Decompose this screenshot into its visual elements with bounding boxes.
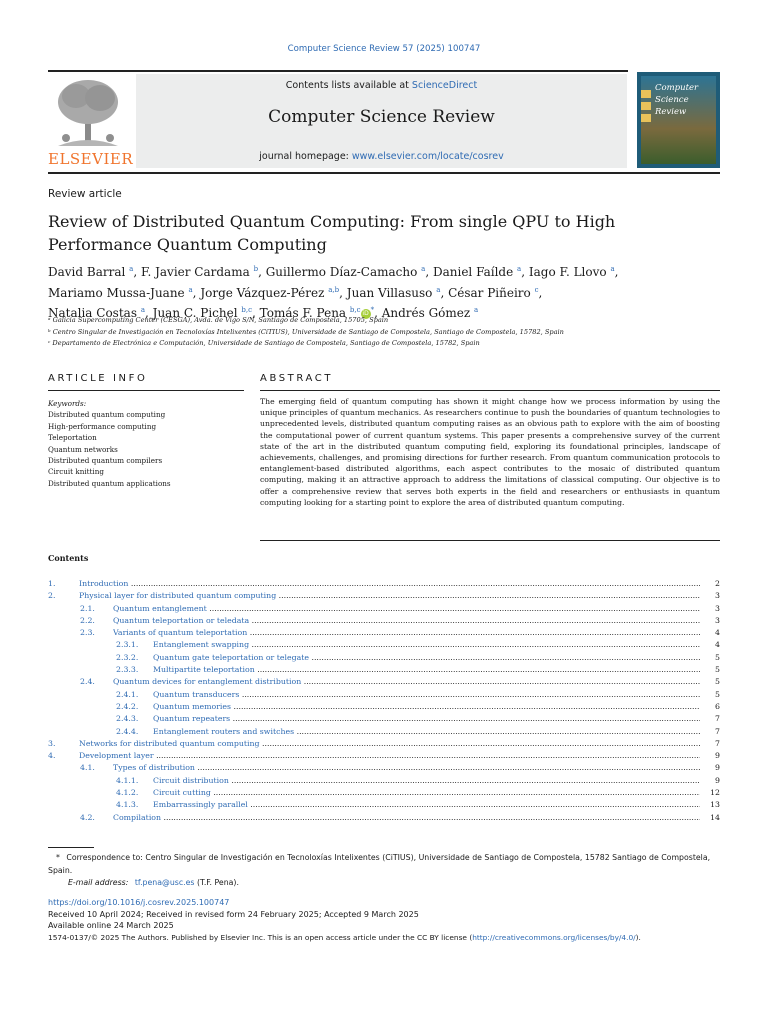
author-name[interactable]: Natalia Costas [48,306,137,320]
author-name[interactable]: Daniel Faílde [432,265,514,279]
correspondence-line [48,852,720,877]
toc-entry-page: 9 [715,763,720,773]
abstract-rule [260,390,720,391]
author-name[interactable]: Andrés Gómez [381,306,471,320]
history-dates: Received 10 April 2024; Received in revised form 24 February 2025; Accepted 9 March 2025 [48,909,419,919]
corresponding-author-mark[interactable]: * [370,306,375,314]
toc-entry-number: 4.1.2. [116,788,139,798]
toc-entry[interactable] [48,652,720,664]
toc-entry[interactable] [48,689,720,701]
cover-title [655,82,698,118]
toc-entry[interactable] [48,713,720,725]
toc-entry[interactable] [48,738,720,750]
keyword: Distributed quantum compilers [48,456,163,466]
toc-entry-page: 3 [715,603,720,613]
toc-entry-title[interactable]: Quantum transducers ..... [153,689,700,701]
toc-entry[interactable] [48,664,720,676]
elsevier-logo[interactable] [48,76,134,168]
toc-entry[interactable] [48,726,720,738]
author-name[interactable]: Juan Villasuso [346,285,433,300]
toc-entry-page: 5 [715,665,720,675]
email-label: E-mail address: [68,878,129,887]
toc-entry-page: 7 [715,726,720,736]
toc-entry-title[interactable]: Networks for distributed quantum computing ..... [79,738,700,750]
toc-entry[interactable] [48,590,720,602]
toc-entry-page: 3 [715,615,720,625]
journal-title: Computer Science Review [268,107,495,127]
article-info-rule [48,390,244,391]
toc-entry-number: 2.4.3. [116,714,139,724]
affiliations [48,315,728,350]
homepage-link[interactable]: www.elsevier.com/locate/cosrev [351,151,504,162]
keyword: Distributed quantum computing [48,410,166,420]
toc-entry-title[interactable]: Circuit distribution ..... [153,775,700,787]
cover-strip [641,114,651,122]
toc-entry-title[interactable]: Quantum repeaters ..... [153,713,700,725]
affiliation-mark[interactable]: b,c [349,306,361,314]
keyword: Teleportation [48,433,97,443]
author-name[interactable]: Mariamo Mussa-Juane [48,285,185,300]
toc-entry[interactable] [48,787,720,799]
toc-entry-title[interactable]: Entanglement swapping ..... [153,639,700,651]
toc-entry[interactable] [48,701,720,713]
toc-entry-number: 2.3.2. [116,652,139,662]
affiliation-mark[interactable]: a [421,265,426,273]
keyword: Circuit knitting [48,467,104,477]
license-prefix: 1574-0137/© 2025 The Authors. Published by Elsevier Inc. This is an open access article under the CC BY license ( [48,932,473,942]
toc-entry-page: 5 [715,677,720,687]
author-list: David Barral $^a$, F. Javier Cardama $^b$, Guillermo Díaz-Camacho $^a$, Daniel Faílde $^a$, Iago F. Llovo $^a$, Mariamo Mussa-Juane $^a$, Jorge Vázquez-Pérez $^{a,b}$, Juan Villasuso $^a$, César Piñeiro $^c$, Natalia Costas $^a$, Juan C. Pichel $^{b,c}$, Tomás F. Pena $^{b,c}$ iD *, Andrés Gómez $^a$ [48,265,619,320]
affiliation-line: ᶜ Departamento de Electrónica e Computación, Universidade de Santiago de Compostela, Santiago de Compostela, 15782, Spain [48,339,480,347]
toc-entry[interactable] [48,676,720,688]
author-name[interactable]: Tomás F. Pena [259,306,347,320]
toc-entry-number: 2. [48,591,56,601]
affiliation-mark[interactable]: a [188,285,193,294]
toc-entry-page: 4 [715,640,720,650]
toc-entry-number: 2.3. [80,628,95,638]
toc-entry-page: 9 [715,751,720,761]
author-name[interactable]: Guillermo Díaz-Camacho [265,265,418,279]
toc-entry[interactable] [48,775,720,787]
journal-homepage-line [136,151,627,162]
table-of-contents [48,578,720,824]
toc-entry-number: 2.4.1. [116,689,139,699]
toc-entry-page: 9 [715,775,720,785]
toc-entry-title[interactable]: Physical layer for distributed quantum computing ..... [79,590,700,602]
toc-entry-page: 13 [710,800,720,810]
affiliation-mark[interactable]: a [474,306,479,314]
contents-prefix: Contents lists available at [285,80,412,91]
toc-entry-page: 6 [715,701,720,711]
toc-entry-title[interactable]: Quantum entanglement ..... [113,603,700,615]
abstract-bottom-rule [260,540,720,541]
toc-entry-title[interactable]: Entanglement routers and switches ..... [153,726,700,738]
toc-entry-number: 2.3.1. [116,640,139,650]
author-name[interactable]: Iago F. Llovo [528,265,607,279]
affiliation-mark[interactable]: b,c [241,306,253,314]
toc-entry[interactable] [48,603,720,615]
publication-info [48,897,738,943]
affiliation-mark[interactable]: a [140,306,145,314]
toc-entry-title[interactable]: Multipartite teleportation ..... [153,664,700,676]
orcid-icon[interactable]: iD [362,309,369,317]
affiliation-mark[interactable]: a [436,285,441,294]
toc-entry-page: 4 [715,628,720,638]
toc-entry[interactable] [48,627,720,639]
toc-entry-number: 2.1. [80,603,95,613]
email-link[interactable]: tf.pena@usc.es [134,878,195,887]
affiliation-mark[interactable]: c [534,285,539,294]
toc-entry-number: 2.2. [80,615,95,625]
license-line [48,932,738,944]
toc-entry-page: 14 [710,812,720,822]
toc-entry-page: 3 [715,591,720,601]
author-name[interactable]: César Piñeiro [448,285,531,300]
elsevier-wordmark: ELSEVIER [48,150,134,168]
author-name[interactable]: Juan C. Pichel [152,306,238,320]
toc-entry-number: 3. [48,738,56,748]
toc-entry-title[interactable]: Quantum memories ..... [153,701,700,713]
email-suffix: (T.F. Pena). [196,878,239,887]
header-bottom-rule [48,172,720,174]
available-online: Available online 24 March 2025 [48,921,174,930]
affiliation-mark[interactable]: a [517,265,522,273]
doi-link[interactable]: https://doi.org/10.1016/j.cosrev.2025.100747 [48,898,230,907]
toc-entry[interactable] [48,750,720,762]
toc-entry-title[interactable]: Quantum devices for entanglement distribution ..... [113,676,700,688]
toc-entry-page: 5 [715,689,720,699]
abstract-heading: ABSTRACT [260,373,334,384]
toc-entry[interactable] [48,799,720,811]
toc-entry-page: 5 [715,652,720,662]
toc-entry-title[interactable]: Introduction ..... [79,578,700,590]
toc-entry-number: 4.2. [80,812,95,822]
contents-available-line [136,80,627,91]
toc-entry-title[interactable]: Variants of quantum teleportation ..... [113,627,700,639]
toc-entry-page: 2 [715,579,720,588]
keywords-label: Keywords: [48,399,87,408]
cover-strip [641,90,651,98]
toc-entry-page: 7 [715,738,720,748]
affiliation-line: ᵃ Galicia Supercomputing Center (CESGA), Avda. de Vigo S/N, Santiago de Compostela, 15705, Spain [48,316,389,324]
affiliation-line: ᵇ Centro Singular de Investigación en Tecnoloxías Intelixentes (CiTIUS), Universidade de Santiago de Compostela, Santiago de Compostela, 15782, Spain [48,327,564,336]
correspondence-footnote [48,852,720,890]
journal-cover-image[interactable] [637,72,720,168]
toc-entry-title[interactable]: Quantum teleportation or teledata ..... [113,615,700,627]
toc-entry[interactable] [48,639,720,651]
toc-entry-page: 12 [710,788,720,798]
toc-entry-number: 4.1.3. [116,800,139,810]
article-type: Review article [48,188,122,200]
email-line [48,877,720,890]
cover-title-line: Science [655,95,689,105]
abstract-text: The emerging field of quantum computing has shown it might change how we process information by using the unique principles of quantum mechanics. As researchers continue to push the boundaries of quantum technologies to unprecedented levels, distributed quantum computing raises as an obvious path to explore with the aim of boosting the computational power of current quantum systems. This paper presents a comprehensive survey of the current state of the art in the distributed quantum computing field, exploring its foundational principles, landscape of achievements, challenges, and promising directions for further research. From quantum communication protocols to entanglement-based distributed algorithms, each aspect contributes to the mosaic of distributed quantum computing, making it an attractive approach to address the limitations of classical computing. Our objective is to offer a comprehensive review that serves both experts in the field and researchers or enthusiasts in quantum computing looking for a starting point to explore the area of distributed quantum computing. [260,397,720,507]
toc-entry-page: 7 [715,714,720,724]
author-name[interactable]: David Barral [48,265,126,279]
cover-title-line: Computer [655,83,699,93]
journal-reference[interactable]: Computer Science Review 57 (2025) 100747 [287,44,481,54]
paper-title: Review of Distributed Quantum Computing: From single QPU to High Performance Quantum Computing [48,212,616,254]
toc-entry-number: 2.3.3. [116,665,139,675]
toc-entry-title[interactable]: Embarrassingly parallel ..... [153,799,700,811]
toc-entry-number: 4. [48,751,56,761]
cover-title-line: Review [655,107,687,117]
toc-entry-number: 4.1.1. [116,775,139,785]
toc-entry-number: 4.1. [80,763,95,773]
toc-entry[interactable] [48,615,720,627]
cover-strip [641,102,651,110]
correspondence-text: Correspondence to: Centro Singular de Investigación en Tecnoloxías Intelixentes (CiTIUS), Universidade de Santiago de Compostela, 15782 Santiago de Compostela, Spain. [48,853,711,875]
keyword: High-performance computing [48,421,157,431]
author-name[interactable]: F. Javier Cardama [140,265,250,279]
toc-entry-number: 2.4.2. [116,701,139,711]
header-top-rule [48,70,628,72]
toc-entry-title[interactable]: Circuit cutting ..... [153,787,700,799]
keywords-block [48,398,248,489]
author-name[interactable]: Jorge Vázquez-Pérez [200,285,325,300]
toc-entry-number: 1. [48,579,56,588]
contents-heading: Contents [48,553,89,563]
toc-entry-number: 2.4.4. [116,726,139,736]
keyword: Distributed quantum applications [48,478,171,488]
affiliation-mark[interactable]: b [253,265,259,273]
affiliation-mark[interactable]: a [610,265,615,273]
toc-entry[interactable] [48,762,720,774]
affiliation-mark[interactable]: a,b [328,285,340,294]
toc-entry-number: 2.4. [80,677,95,687]
article-info-heading: ARTICLE INFO [48,373,148,384]
elsevier-tree-icon [48,76,128,150]
license-link[interactable]: http://creativecommons.org/licenses/by/4.0/ [472,932,636,942]
homepage-prefix: journal homepage: [259,151,352,162]
toc-entry-title[interactable]: Quantum gate teleportation or telegate ..... [153,652,700,664]
footnote-mark: * [56,853,60,862]
toc-entry-title[interactable]: Compilation ..... [113,812,700,824]
affiliation-mark[interactable]: a [129,265,134,273]
toc-entry-title[interactable]: Types of distribution ..... [113,762,700,774]
license-suffix: ). [635,932,641,942]
toc-entry[interactable] [48,812,720,824]
toc-entry-title[interactable]: Development layer ..... [79,750,700,762]
footnote-rule [48,847,94,848]
sciencedirect-link[interactable]: ScienceDirect [411,80,478,91]
keyword: Quantum networks [48,444,118,454]
toc-entry[interactable] [48,578,720,590]
